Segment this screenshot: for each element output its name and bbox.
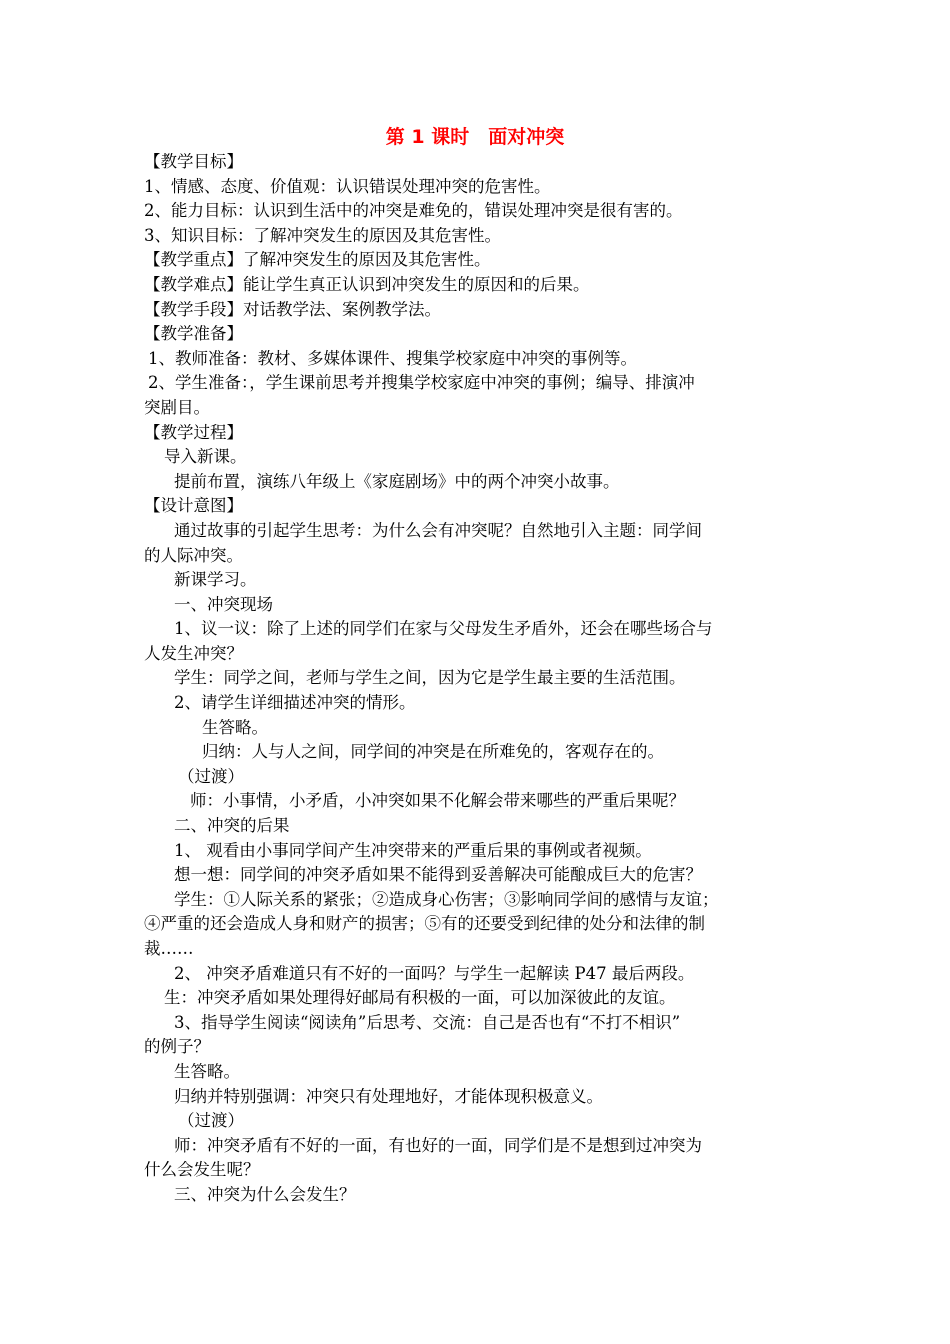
design-intent-text: 通过故事的引起学生思考：为什么会有冲突呢？自然地引入主题：同学间	[174, 520, 702, 540]
teacher-question-two: 师：冲突矛盾有不好的一面，有也好的一面，同学们是不是想到过冲突为	[174, 1135, 702, 1155]
student-preparation: 2、学生准备：，学生课前思考并搜集学校家庭中冲突的事例；编导、排演冲	[148, 373, 695, 393]
teacher-preparation: 1、教师准备：教材、多媒体课件、搜集学校家庭中冲突的事例等。	[148, 348, 637, 368]
section-heading-preparation: 【教学准备】	[144, 324, 243, 344]
student-answer-one: 学生：同学之间，老师与学生之间，因为它是学生最主要的生活范围。	[174, 668, 686, 688]
design-intent-cont: 的人际冲突。	[144, 545, 243, 565]
student-answer-two-end: 裁……	[144, 939, 194, 958]
document-body	[144, 150, 810, 1208]
discussion-question-cont: 人发生冲突？	[144, 643, 243, 663]
transition-one: （过渡）	[178, 766, 244, 786]
reading-corner: 3、指导学生阅读“阅读角”后思考、交流：自己是否也有“不打不相识”	[174, 1012, 681, 1032]
answer-omitted-two: 生答略。	[174, 1061, 240, 1081]
teaching-key-point: 【教学重点】了解冲突发生的原因及其危害性。	[144, 250, 491, 270]
think-question: 想一想：同学间的冲突矛盾如果不能得到妥善解决可能酿成巨大的危害？	[174, 865, 702, 885]
section-heading-design-intent: 【设计意图】	[144, 496, 243, 516]
summary-two: 归纳并特别强调：冲突只有处理地好，才能体现积极意义。	[174, 1086, 603, 1106]
student-answer-two: 学生：①人际关系的紧张；②造成身心伤害；③影响同学间的感情与友谊；	[174, 889, 719, 909]
teacher-question-two-cont: 什么会发生呢？	[144, 1160, 260, 1180]
discussion-question: 1、议一议：除了上述的同学们在家与父母发生矛盾外，还会在哪些场合与	[174, 619, 713, 639]
goal-ability: 2、能力目标：认识到生活中的冲突是难免的，错误处理冲突是很有害的。	[144, 201, 683, 221]
part-two-heading: 二、冲突的后果	[174, 816, 290, 836]
teaching-difficulty: 【教学难点】能让学生真正认识到冲突发生的原因和的后果。	[144, 274, 590, 294]
describe-conflict: 2、请学生详细描述冲突的情形。	[174, 693, 416, 713]
lesson-title: 第 1 课时 面对冲突	[385, 126, 565, 148]
section-heading-process: 【教学过程】	[144, 422, 243, 442]
conflict-only-bad: 2、 冲突矛盾难道只有不好的一面吗？与学生一起解读 P47 最后两段。	[174, 963, 695, 983]
goal-knowledge: 3、知识目标：了解冲突发生的原因及其危害性。	[144, 225, 501, 245]
part-one-heading: 一、冲突现场	[174, 594, 273, 614]
student-answer-two-cont: ④严重的还会造成人身和财产的损害；⑤有的还要受到纪律的处分和法律的制	[144, 914, 705, 934]
intro-new-lesson: 导入新课。	[164, 447, 247, 467]
goal-emotion: 1、情感、态度、价值观：认识错误处理冲突的危害性。	[144, 176, 551, 196]
watch-video: 1、 观看由小事同学间产生冲突带来的严重后果的事例或者视频。	[174, 840, 652, 860]
intro-arrangement: 提前布置，演练八年级上《家庭剧场》中的两个冲突小故事。	[174, 471, 620, 491]
teacher-question-one: 师：小事情，小矛盾，小冲突如果不化解会带来哪些的严重后果呢？	[190, 791, 685, 811]
reading-corner-cont: 的例子？	[144, 1037, 210, 1057]
student-answer-three: 生：冲突矛盾如果处理得好邮局有积极的一面，可以加深彼此的友谊。	[164, 988, 676, 1008]
answer-omitted-one: 生答略。	[202, 717, 268, 737]
section-heading-teaching-goals: 【教学目标】	[144, 152, 243, 171]
part-three-heading: 三、冲突为什么会发生？	[174, 1184, 356, 1204]
summary-one: 归纳：人与人之间，同学间的冲突是在所难免的，客观存在的。	[202, 742, 664, 762]
student-preparation-cont: 突剧目。	[144, 397, 210, 417]
transition-two: （过渡）	[178, 1111, 244, 1131]
new-lesson-label: 新课学习。	[174, 570, 257, 590]
teaching-method: 【教学手段】对话教学法、案例教学法。	[144, 299, 441, 319]
